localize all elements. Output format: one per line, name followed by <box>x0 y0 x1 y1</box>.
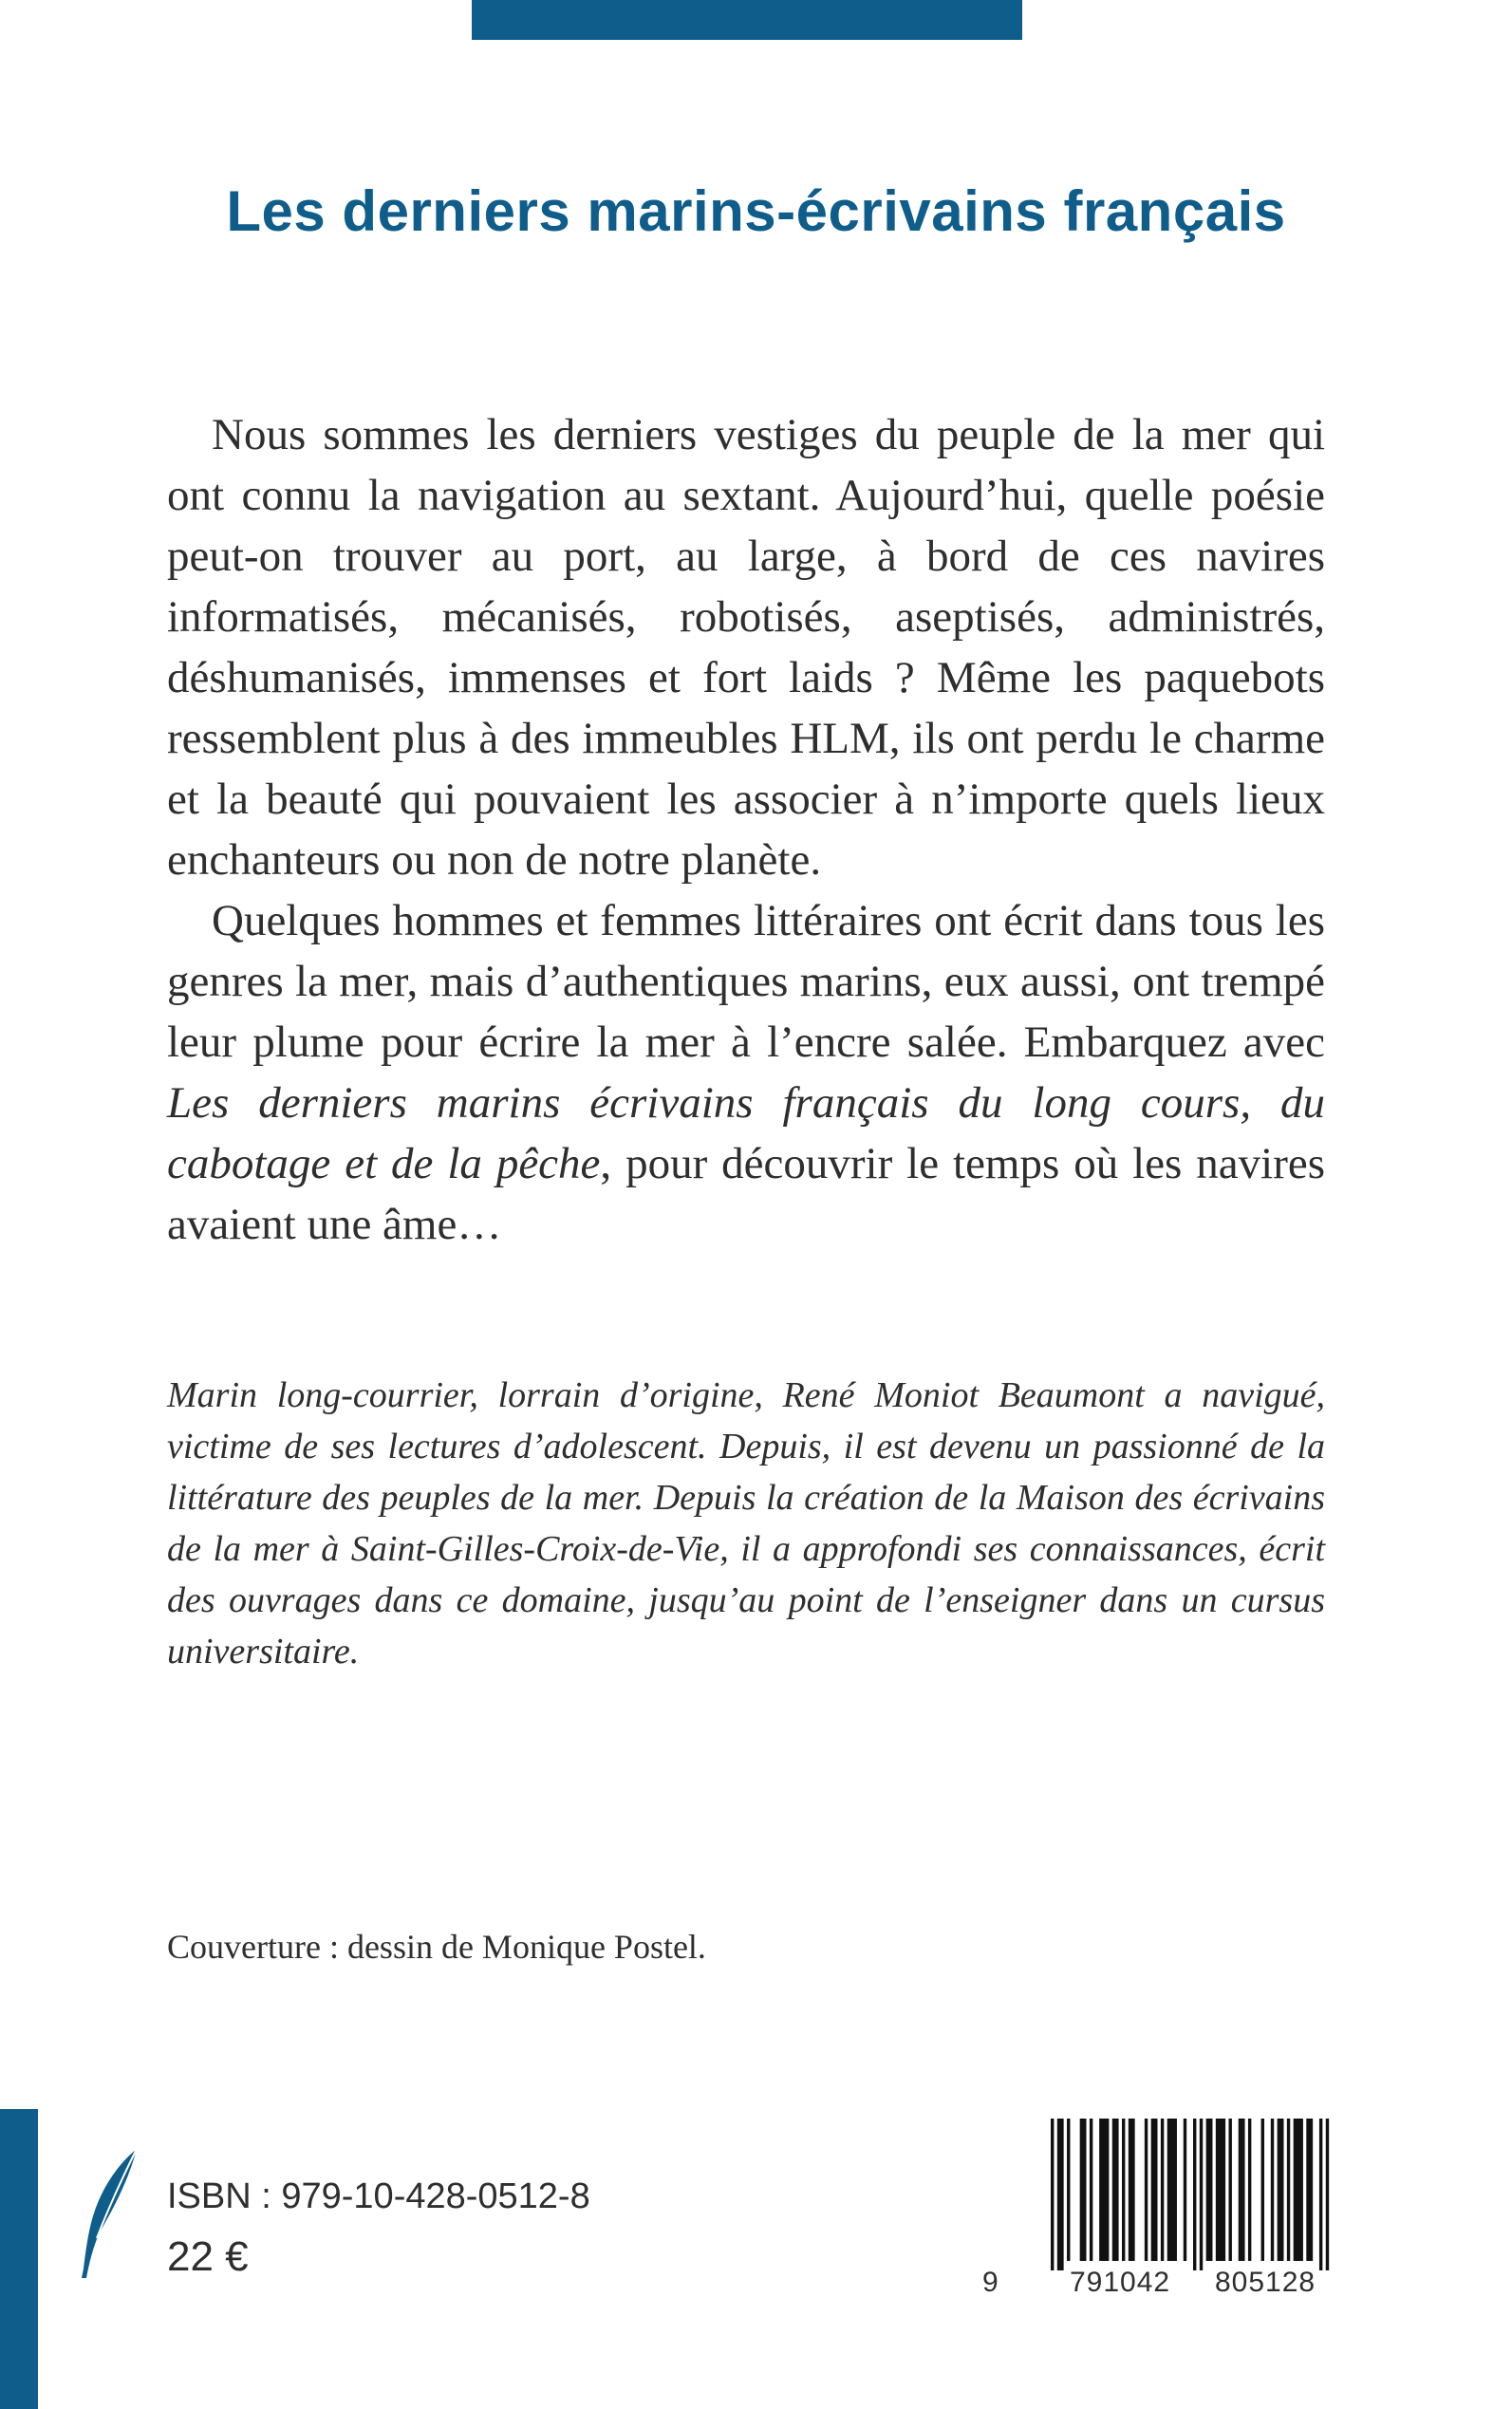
barcode-lead-digit: 9 <box>982 2267 999 2298</box>
barcode-bar <box>1112 2119 1119 2261</box>
cover-credit: Couverture : dessin de Monique Postel. <box>167 1928 706 1966</box>
quill-icon <box>78 2147 144 2280</box>
barcode-bar <box>1057 2119 1064 2270</box>
barcode-bar <box>1145 2119 1148 2261</box>
barcode-bar <box>1122 2119 1125 2261</box>
barcode-bar <box>1129 2119 1135 2261</box>
barcode-bar <box>1319 2119 1322 2270</box>
barcode-digits-right: 805128 <box>1215 2267 1316 2298</box>
barcode-bar <box>1151 2119 1158 2261</box>
barcode-bar <box>1051 2119 1054 2270</box>
barcode-bar <box>1248 2119 1251 2261</box>
barcode-bar <box>1306 2119 1313 2261</box>
barcode-bar <box>1080 2119 1087 2261</box>
barcode-bar <box>1261 2119 1264 2261</box>
blurb-paragraph-1: Nous sommes les derniers vestiges du peuple de la mer qui ont connu la navigation au sextant. Aujourd’hui, quelle poésie peut-on trouver au port, au large, à bord de ces navires informatisés, mécanisés, robotisés, aseptisés, administrés, déshumanisés, immenses et fort laids ? Même les paquebots ressemblent plus à des immeubles HLM, ils ont perdu le charme et la beauté qui pouvaient les associer à n’importe quels lieux enchanteurs ou non de notre planète. <box>167 410 1325 885</box>
back-cover-blurb <box>167 404 1325 1255</box>
blurb-paragraph-2-start: Quelques hommes et femmes littéraires ont écrit dans tous les genres la mer, mais d’authentiques marins, eux aussi, ont trempé leur plume pour écrire la mer à l’encre salée. Embarquez avec <box>167 896 1325 1067</box>
left-accent-bar <box>0 2109 38 2409</box>
barcode-bar <box>1067 2119 1070 2261</box>
top-accent-bar <box>472 0 1022 40</box>
barcode-bar <box>1206 2119 1213 2261</box>
barcode-digits-left: 791042 <box>1070 2267 1171 2298</box>
barcode-bar <box>1287 2119 1290 2261</box>
blurb-book-title-italic: Les derniers marins écrivains français du long cours, du cabotage et de la pêche <box>167 1078 1325 1188</box>
author-bio-text: Marin long-courrier, lorrain d’origine, René Moniot Beaumont a navigué, victime de ses lectures d’adolescent. Depuis, il est devenu un passionné de la littérature des peuples de la mer. Depuis la création de la Maison des écrivains de la mer à Saint-Gilles-Croix-de-Vie, il a approfondi ses connaissances, écrit des ouvrages dans ce domaine, jusqu’au point de l’enseigner dans un cursus universitaire. <box>167 1375 1325 1671</box>
barcode <box>982 2119 1338 2299</box>
barcode-bar <box>1278 2119 1284 2261</box>
price: 22 € <box>167 2233 249 2280</box>
barcode-bar <box>1167 2119 1177 2261</box>
blurb-paragraph-2 <box>167 890 1325 1255</box>
author-bio <box>167 1370 1325 1677</box>
barcode-bar <box>1090 2119 1092 2261</box>
barcode-bar <box>1161 2119 1164 2261</box>
barcode-bar <box>1099 2119 1109 2261</box>
barcode-bars <box>1051 2119 1335 2270</box>
barcode-bar <box>1294 2119 1303 2261</box>
barcode-bar <box>1216 2119 1225 2261</box>
barcode-bar <box>1326 2119 1329 2270</box>
book-title: Les derniers marins-écrivains français <box>226 179 1286 243</box>
barcode-bar <box>1271 2119 1274 2261</box>
barcode-bar <box>1239 2119 1245 2261</box>
isbn: ISBN : 979-10-428-0512-8 <box>167 2176 590 2216</box>
barcode-bar <box>1193 2119 1196 2270</box>
barcode-bar <box>1184 2119 1186 2261</box>
blurb-paragraph-2-end: , pour découvrir le temps où les navires avaient une âme… <box>167 1139 1325 1249</box>
barcode-bar <box>1200 2119 1203 2270</box>
barcode-bar <box>1229 2119 1232 2261</box>
